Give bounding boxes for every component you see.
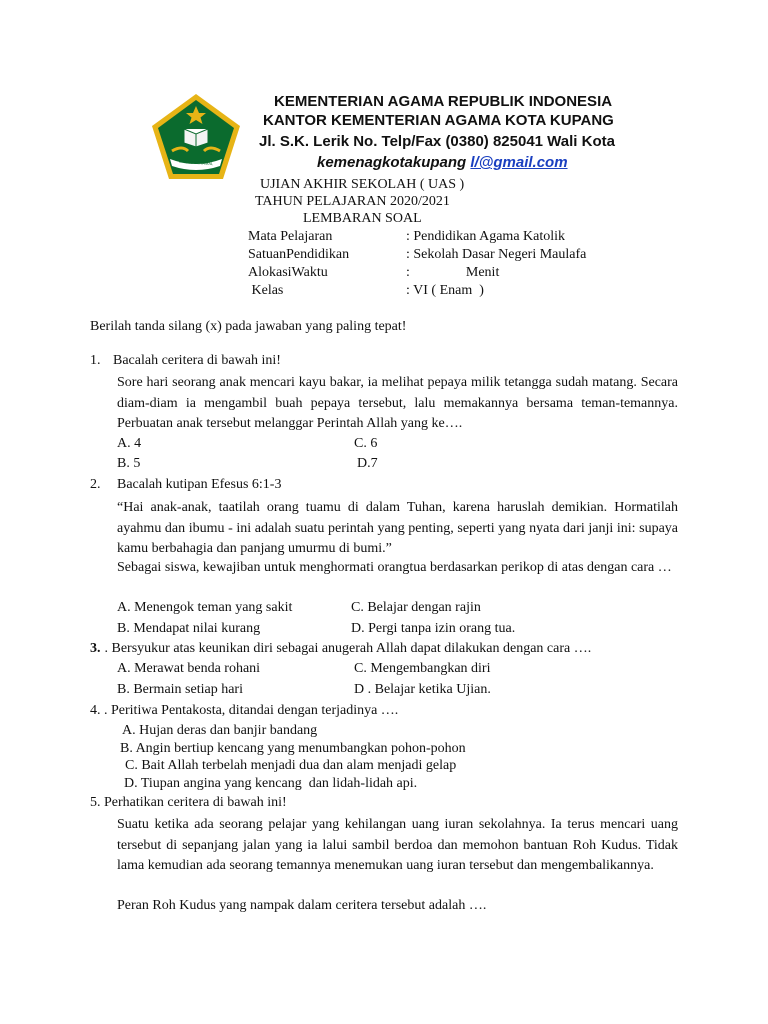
info-value-time: : Menit bbox=[406, 265, 500, 280]
header-email bbox=[317, 154, 568, 171]
email-link[interactable]: l/@gmail.com bbox=[470, 154, 568, 171]
info-value-subject: : Pendidikan Agama Katolik bbox=[406, 229, 566, 244]
q3-option-c[interactable]: C. Mengembangkan diri bbox=[354, 661, 491, 676]
info-label-subject: Mata Pelajaran bbox=[248, 229, 333, 244]
q4-option-d[interactable]: D. Tiupan angina yang kencang dan lidah-lidah api. bbox=[124, 776, 418, 791]
q3-option-b[interactable]: B. Bermain setiap hari bbox=[117, 682, 243, 697]
header-office: KANTOR KEMENTERIAN AGAMA KOTA KUPANG bbox=[263, 112, 614, 129]
q3-option-d[interactable]: D . Belajar ketika Ujian. bbox=[354, 682, 491, 697]
q1-option-b[interactable]: B. 5 bbox=[117, 456, 141, 471]
instruction: Berilah tanda silang (x) pada jawaban yang paling tepat! bbox=[90, 319, 407, 334]
header-ministry: KEMENTERIAN AGAMA REPUBLIK INDONESIA bbox=[274, 93, 613, 110]
logo-motto: IKHLAS BERAMAL bbox=[178, 158, 214, 167]
q5-question: Peran Roh Kudus yang nampak dalam ceritera tersebut adalah …. bbox=[117, 898, 487, 913]
email-prefix: kemenagkotakupang bbox=[317, 154, 471, 171]
q2-quote: “Hai anak-anak, taatilah orang tuamu di dalam Tuhan, karena haruslah demikian. Hormatilah ayahmu dan ibumu - ini adalah suatu perintah yang penting, seperti yang nyata dari janji ini: supaya kamu berbahagia dan panjang umurmu di bumi.” bbox=[117, 500, 678, 556]
q2-option-d[interactable]: D. Pergi tanpa izin orang tua. bbox=[351, 621, 516, 636]
q2-option-a[interactable]: A. Menengok teman yang sakit bbox=[117, 600, 293, 615]
q4-stem: 4. . Peritiwa Pentakosta, ditandai dengan terjadinya …. bbox=[90, 703, 399, 718]
q5-passage: Suatu ketika ada seorang pelajar yang kehilangan uang iuran sekolahnya. Ia terus mencari uang tersebut di sepanjang jalan yang ia lalui sambil berdoa dan memohon bantuan Roh Kudus. Tidak lama kemudian ada seorang temannya menemukan uang iuran tersebut dan mengembalikannya. bbox=[117, 817, 678, 873]
q5-stem: 5. Perhatikan ceritera di bawah ini! bbox=[90, 795, 287, 810]
q1-option-d[interactable]: D.7 bbox=[357, 456, 378, 471]
q2-option-b[interactable]: B. Mendapat nilai kurang bbox=[117, 621, 261, 636]
q2-option-c[interactable]: C. Belajar dengan rajin bbox=[351, 600, 481, 615]
q3-number: 3. bbox=[90, 641, 101, 656]
q2-stem: Bacalah kutipan Efesus 6:1-3 bbox=[117, 477, 282, 492]
header-address: Jl. S.K. Lerik No. Telp/Fax (0380) 825041 Wali Kota bbox=[259, 133, 615, 150]
q2-question: Sebagai siswa, kewajiban untuk menghormati orangtua berdasarkan perikop di atas dengan cara … bbox=[117, 560, 672, 575]
q2-number: 2. bbox=[90, 477, 101, 492]
q3-option-a[interactable]: A. Merawat benda rohani bbox=[117, 661, 261, 676]
q1-option-a[interactable]: A. 4 bbox=[117, 436, 142, 451]
q4-option-c[interactable]: C. Bait Allah terbelah menjadi dua dan alam menjadi gelap bbox=[125, 758, 457, 773]
info-label-school: SatuanPendidikan bbox=[248, 247, 350, 262]
info-label-class: Kelas bbox=[248, 283, 284, 298]
kemenag-logo bbox=[150, 93, 242, 181]
q4-option-b[interactable]: B. Angin bertiup kencang yang menumbangkan pohon-pohon bbox=[120, 741, 466, 756]
q1-option-c[interactable]: C. 6 bbox=[354, 436, 378, 451]
exam-sheet: LEMBARAN SOAL bbox=[303, 211, 422, 226]
q1-number: 1. bbox=[90, 353, 101, 368]
q1-passage: Sore hari seorang anak mencari kayu bakar, ia melihat pepaya milik tetangga sudah matang. Secara diam-diam ia mengambil buah pepaya tersebut, lalu memakannya bersama teman-temannya. Perbuatan anak tersebut melanggar Perintah Allah yang ke…. bbox=[117, 375, 678, 431]
info-value-school: : Sekolah Dasar Negeri Maulafa bbox=[406, 247, 587, 262]
exam-title: UJIAN AKHIR SEKOLAH ( UAS ) bbox=[260, 177, 465, 192]
info-value-class: : VI ( Enam ) bbox=[406, 283, 484, 298]
exam-year: TAHUN PELAJARAN 2020/2021 bbox=[255, 194, 450, 209]
info-label-time: AlokasiWaktu bbox=[248, 265, 328, 280]
q3-stem: . Bersyukur atas keunikan diri sebagai anugerah Allah dapat dilakukan dengan cara …. bbox=[101, 641, 592, 656]
q4-option-a[interactable]: A. Hujan deras dan banjir bandang bbox=[122, 723, 318, 738]
q1-stem: Bacalah ceritera di bawah ini! bbox=[113, 353, 281, 368]
kemenag-emblem-icon bbox=[150, 93, 242, 181]
